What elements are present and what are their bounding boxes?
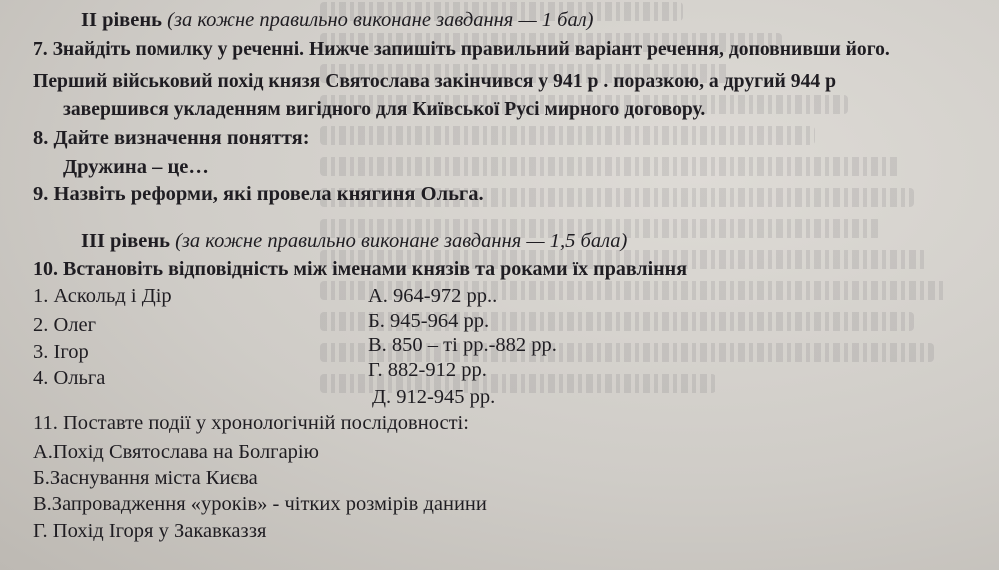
q10-name-item: 1. Аскольд і Дір <box>33 285 172 307</box>
q7-title: 7. Знайдіть помилку у реченні. Нижче запишіть правильний варіант речення, доповнивши його. <box>33 39 890 60</box>
level-2-title: II рівень <box>81 9 162 31</box>
q7-sentence-line-1: Перший військовий похід князя Святослава закінчився у 941 р . поразкою, а другий 944 р <box>33 70 837 92</box>
level-3-title: III рівень <box>81 230 170 252</box>
q9-title: 9. Назвіть реформи, які провела княгиня Ольга. <box>33 183 484 205</box>
q7-sentence-line-2: завершився укладенням вигідного для Київської Русі мирного договору. <box>63 99 706 120</box>
q10-year-item: Г. 882-912 рр. <box>368 359 487 381</box>
q10-name-item: 2. Олег <box>33 314 97 336</box>
q10-title: 10. Встановіть відповідність між іменами князів та роками їх правління <box>33 258 688 280</box>
q10-year-item: В. 850 – ті рр.-882 рр. <box>368 334 557 356</box>
q11-event-item: А.Похід Святослава на Болгарію <box>33 441 319 463</box>
q10-name-item: 4. Ольга <box>33 367 106 389</box>
level-3-note: (за кожне правильно виконане завдання — 1,5 бала) <box>175 230 628 252</box>
q11-event-item: Б.Заснування міста Києва <box>33 467 258 489</box>
level-2-heading <box>81 8 594 32</box>
q10-name-item: 3. Ігор <box>33 341 89 363</box>
q8-title: 8. Дайте визначення поняття: <box>33 127 310 149</box>
q10-year-item: Д. 912-945 рр. <box>372 386 496 408</box>
q10-year-item: Б. 945-964 рр. <box>368 310 490 332</box>
q11-title: 11. Поставте події у хронологічній послідовності: <box>33 412 469 434</box>
q11-event-item: Г. Похід Ігоря у Закавказзя <box>33 520 267 542</box>
q10-year-item: А. 964-972 рр.. <box>368 285 498 307</box>
level-2-note: (за кожне правильно виконане завдання — 1 бал) <box>167 9 594 31</box>
level-3-heading <box>81 229 627 253</box>
q8-text: Дружина – це… <box>63 156 209 178</box>
q11-event-item: В.Запровадження «уроків» - чітких розмірів данини <box>33 493 487 515</box>
